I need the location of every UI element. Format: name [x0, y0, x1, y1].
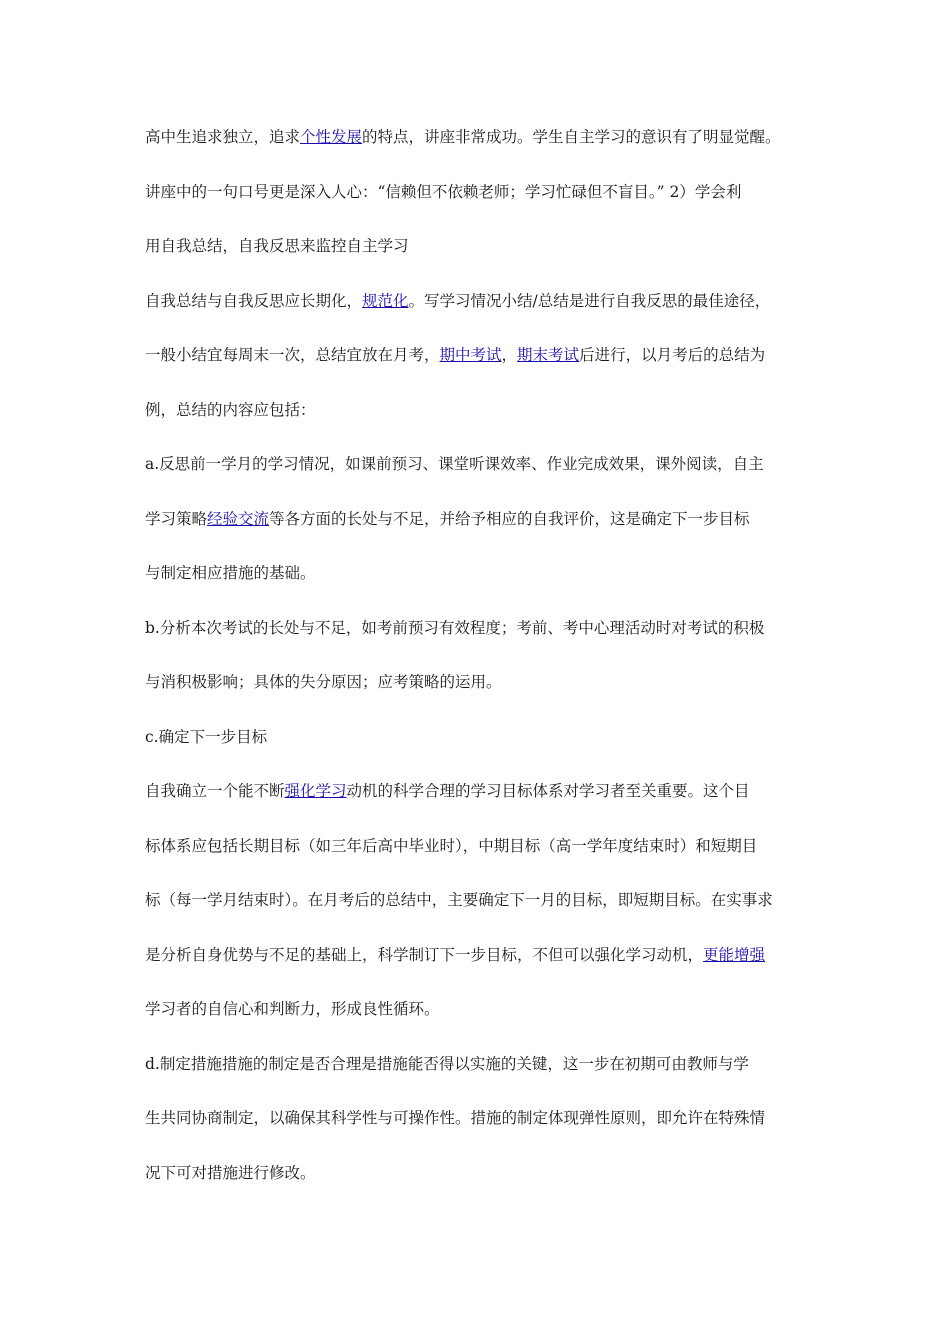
text-segment: 自我总结与自我反思应长期化，: [145, 291, 363, 310]
text-line: [145, 718, 810, 773]
text-line: [145, 1099, 810, 1154]
text-segment: 高中生追求独立，追求: [145, 128, 301, 146]
inline-link[interactable]: 期末考试: [517, 346, 580, 364]
text-line: [145, 881, 810, 936]
text-segment: d.制定措施措施的制定是否合理是措施能否得以实施的关键，这一步在初期可由教师与学: [145, 1054, 749, 1073]
text-line: [145, 336, 810, 391]
text-segment: 与制定相应措施的基础。: [145, 564, 316, 582]
text-segment: 动机的科学合理的学习目标体系对学习者至关重要。这个目: [346, 782, 750, 800]
text-segment: a.反思前一学月的学习情况，如课前预习、课堂听课效率、作业完成效果，课外阅读，自主: [145, 455, 764, 473]
text-line: [145, 227, 810, 282]
text-segment: 与消积极影响；具体的失分原因；应考策略的运用。: [145, 673, 502, 691]
text-segment: b.分析本次考试的长处与不足，如考前预习有效程度；考前、考中心理活动时对考试的积极: [145, 618, 765, 637]
inline-link[interactable]: 经验交流: [207, 509, 270, 528]
text-segment: 讲座中的一句口号更是深入人心：“信赖但不依赖老师；学习忙碌但不盲目。” 2）学会利: [145, 182, 742, 201]
text-segment: 学习策略: [145, 509, 208, 528]
text-segment: 。写学习情况小结/总结是进行自我反思的最佳途径，: [408, 291, 771, 310]
document-body: [145, 118, 810, 1208]
text-line: [145, 936, 810, 991]
text-line: [145, 827, 810, 882]
text-line: [145, 772, 810, 827]
text-segment: c.确定下一步目标: [145, 727, 268, 746]
text-line: [145, 1154, 810, 1209]
text-line: [145, 554, 810, 609]
text-line: [145, 1045, 810, 1100]
text-segment: 标体系应包括长期目标（如三年后高中毕业时），中期目标（高一学年度结束时）和短期目: [145, 836, 758, 855]
text-segment: 自我确立一个能不断: [145, 782, 285, 800]
text-segment: 是分析自身优势与不足的基础上，科学制订下一步目标，不但可以强化学习动机，: [145, 945, 704, 964]
text-line: [145, 609, 810, 664]
inline-link[interactable]: 强化学习: [284, 782, 347, 800]
text-segment: 一般小结宜每周末一次，总结宜放在月考，: [145, 346, 440, 364]
text-line: [145, 663, 810, 718]
text-segment: 等各方面的长处与不足，并给予相应的自我评价，这是确定下一步目标: [269, 509, 750, 528]
text-segment: ，: [501, 346, 518, 364]
text-line: [145, 445, 810, 500]
text-segment: 况下可对措施进行修改。: [145, 1163, 316, 1182]
inline-link[interactable]: 个性发展: [300, 128, 363, 146]
text-segment: 例，总结的内容应包括：: [145, 400, 316, 419]
text-segment: 生共同协商制定，以确保其科学性与可操作性。措施的制定体现弹性原则，即允许在特殊情: [145, 1109, 766, 1127]
text-segment: 学习者的自信心和判断力，形成良性循环。: [145, 1000, 440, 1018]
text-line: [145, 173, 810, 228]
inline-link[interactable]: 期中考试: [439, 346, 502, 364]
text-line: [145, 118, 810, 173]
text-segment: 后进行，以月考后的总结为: [579, 346, 766, 364]
inline-link[interactable]: 规范化: [362, 291, 409, 310]
inline-link[interactable]: 更能增强: [703, 945, 766, 964]
text-line: [145, 500, 810, 555]
text-line: [145, 282, 810, 337]
text-segment: 的特点，讲座非常成功。学生自主学习的意识有了明显觉醒。: [362, 128, 781, 146]
text-line: [145, 990, 810, 1045]
text-line: [145, 391, 810, 446]
text-segment: 用自我总结，自我反思来监控自主学习: [145, 237, 409, 255]
text-segment: 标（每一学月结束时）。在月考后的总结中，主要确定下一月的目标，即短期目标。在实事求: [145, 891, 773, 909]
